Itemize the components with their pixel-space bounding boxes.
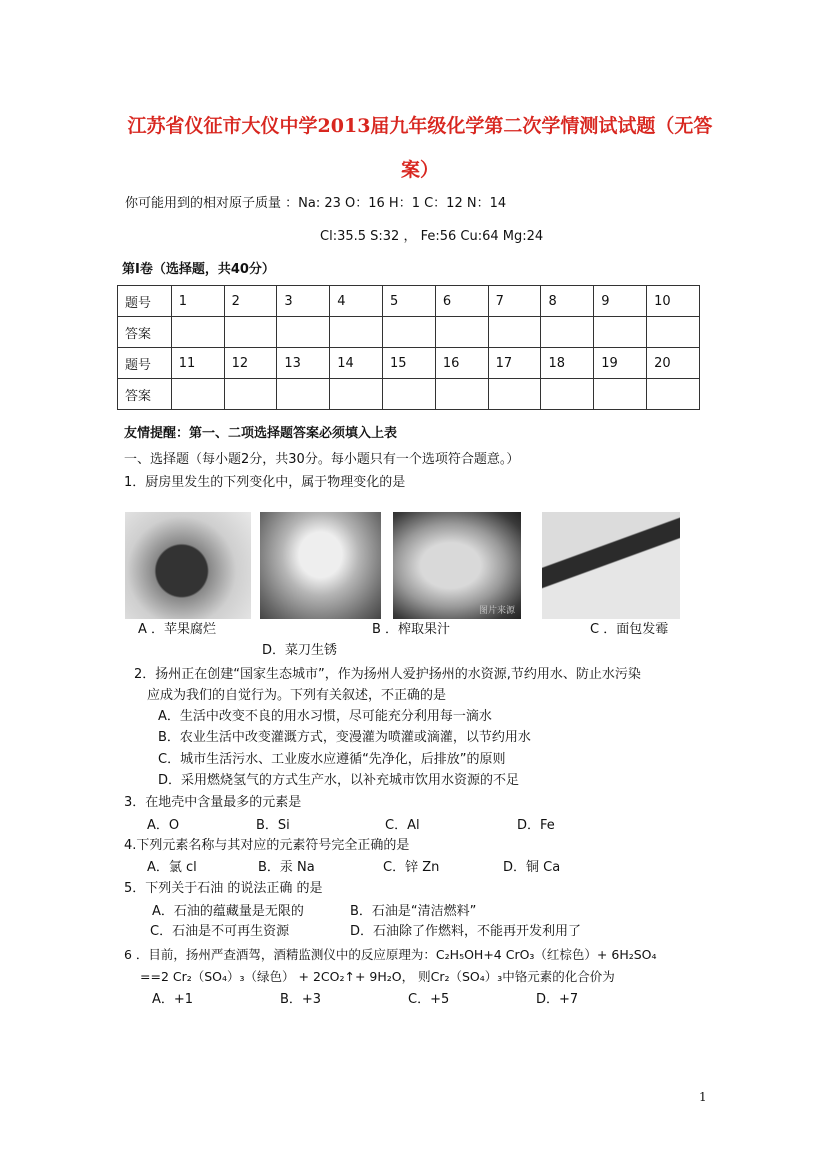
table-cell: 3 <box>277 286 330 317</box>
juicer-photo <box>260 512 381 619</box>
table-cell: 10 <box>647 286 700 317</box>
table-cell: 17 <box>488 348 541 379</box>
q5-option-a: A．石油的蕴藏量是无限的 <box>152 904 304 919</box>
answer-cell[interactable] <box>171 317 224 348</box>
answer-cell[interactable] <box>277 317 330 348</box>
table-row <box>118 286 700 317</box>
question-4-stem: 4.下列元素名称与其对应的元素符号完全正确的是 <box>124 838 410 853</box>
table-cell: 5 <box>383 286 436 317</box>
table-row <box>118 348 700 379</box>
table-cell: 8 <box>541 286 594 317</box>
answer-cell[interactable] <box>594 379 647 410</box>
q5-option-c: C．石油是不可再生资源 <box>150 924 290 939</box>
table-row <box>118 317 700 348</box>
q5-option-d: D．石油除了作燃料，不能再开发利用了 <box>350 924 582 939</box>
answer-cell[interactable] <box>277 379 330 410</box>
table-cell: 9 <box>594 286 647 317</box>
table-cell: 7 <box>488 286 541 317</box>
image-watermark: 图片来源 <box>478 606 515 616</box>
table-cell: 11 <box>171 348 224 379</box>
q4-option-d: D．铜 Ca <box>503 860 561 875</box>
answer-cell[interactable] <box>647 379 700 410</box>
q4-option-b: B．汞 Na <box>258 860 315 875</box>
q1-option-b: B ．榨取果汁 <box>372 622 451 637</box>
table-cell: 12 <box>224 348 277 379</box>
q1-option-c: C ．面包发霉 <box>590 622 669 637</box>
answer-cell[interactable] <box>383 379 436 410</box>
answer-cell[interactable] <box>330 379 383 410</box>
question-6-stem-line1: 6 ．目前，扬州严查酒驾，酒精监测仪中的反应原理为：C₂H₅OH+4 CrO₃（红棕色）+ 6H₂SO₄ <box>124 947 657 962</box>
table-cell: 19 <box>594 348 647 379</box>
answer-table <box>117 285 700 410</box>
q1-option-d: D．菜刀生锈 <box>262 643 338 658</box>
q4-option-c: C．锌 Zn <box>383 860 440 875</box>
reminder: 友情提醒：第一、二项选择题答案必须填入上表 <box>124 426 398 441</box>
page-title: 江苏省仪征市大仪中学2013届九年级化学第二次学情测试试题（无答案） <box>127 115 713 181</box>
table-row <box>118 379 700 410</box>
answer-cell[interactable] <box>541 379 594 410</box>
atomic-masses-line2: Cl:35.5 S:32 ， Fe:56 Cu:64 Mg:24 <box>320 229 544 244</box>
answer-cell[interactable] <box>488 317 541 348</box>
answer-cell[interactable] <box>383 317 436 348</box>
table-row-label: 题号 <box>118 286 172 317</box>
answer-cell[interactable] <box>224 379 277 410</box>
question-2-stem-line1: 2．扬州正在创建“国家生态城市”，作为扬州人爱护扬州的水资源,节约用水、防止水污染 <box>134 667 641 682</box>
table-cell: 4 <box>330 286 383 317</box>
table-cell: 1 <box>171 286 224 317</box>
q6-option-b: B．+3 <box>280 992 322 1007</box>
q3-option-b: B．Si <box>256 818 290 833</box>
rusty-knife-photo <box>542 512 680 619</box>
q6-option-c: C．+5 <box>408 992 450 1007</box>
answer-cell[interactable] <box>330 317 383 348</box>
q2-option-a: A．生活中改变不良的用水习惯，尽可能充分利用每一滴水 <box>158 709 492 724</box>
part-heading: 一、选择题（每小题2分，共30分。每小题只有一个选项符合题意。） <box>124 452 520 467</box>
section-heading: 第Ⅰ卷（选择题，共40分） <box>122 262 275 277</box>
table-row-label: 答案 <box>118 317 172 348</box>
table-row-label: 答案 <box>118 379 172 410</box>
table-cell: 2 <box>224 286 277 317</box>
q5-option-b: B．石油是“清洁燃料” <box>350 904 477 919</box>
answer-cell[interactable] <box>171 379 224 410</box>
q4-option-a: A．氯 cl <box>147 860 197 875</box>
q1-option-a: A ．苹果腐烂 <box>138 622 217 637</box>
answer-cell[interactable] <box>488 379 541 410</box>
q2-option-d: D．采用燃烧氢气的方式生产水，以补充城市饮用水资源的不足 <box>158 773 520 788</box>
question-5-stem: 5．下列关于石油 的说法正确 的是 <box>124 881 323 896</box>
table-cell: 20 <box>647 348 700 379</box>
atomic-masses-line1: 你可能用到的相对原子质量 ：Na: 23 O：16 H：1 C：12 N：14 <box>125 196 507 211</box>
rotten-apple-photo <box>125 512 251 619</box>
q2-option-b: B．农业生活中改变灌溉方式，变漫灌为喷灌或滴灌，以节约用水 <box>158 730 531 745</box>
moldy-bread-photo <box>393 512 521 619</box>
page-number: 1 <box>699 1090 707 1104</box>
question-6-stem-line2: ==2 Cr₂（SO₄）₃（绿色） + 2CO₂↑+ 9H₂O， 则Cr₂（SO₄）₃中铬元素的化合价为 <box>140 969 615 984</box>
question-2-stem-line2: 应成为我们的自觉行为。下列有关叙述，不正确的是 <box>147 688 447 703</box>
question-3-stem: 3．在地壳中含量最多的元素是 <box>124 795 302 810</box>
q3-option-a: A．O <box>147 818 180 833</box>
table-cell: 16 <box>435 348 488 379</box>
answer-cell[interactable] <box>647 317 700 348</box>
q2-option-c: C．城市生活污水、工业废水应遵循“先净化，后排放”的原则 <box>158 752 506 767</box>
answer-cell[interactable] <box>594 317 647 348</box>
q3-option-d: D．Fe <box>517 818 555 833</box>
table-row-label: 题号 <box>118 348 172 379</box>
table-cell: 13 <box>277 348 330 379</box>
question-1-stem: 1．厨房里发生的下列变化中，属于物理变化的是 <box>124 475 406 490</box>
answer-cell[interactable] <box>541 317 594 348</box>
q6-option-a: A．+1 <box>152 992 194 1007</box>
table-cell: 14 <box>330 348 383 379</box>
table-cell: 15 <box>383 348 436 379</box>
answer-cell[interactable] <box>435 317 488 348</box>
q6-option-d: D．+7 <box>536 992 579 1007</box>
table-cell: 6 <box>435 286 488 317</box>
answer-cell[interactable] <box>435 379 488 410</box>
table-cell: 18 <box>541 348 594 379</box>
q3-option-c: C．Al <box>385 818 420 833</box>
answer-cell[interactable] <box>224 317 277 348</box>
